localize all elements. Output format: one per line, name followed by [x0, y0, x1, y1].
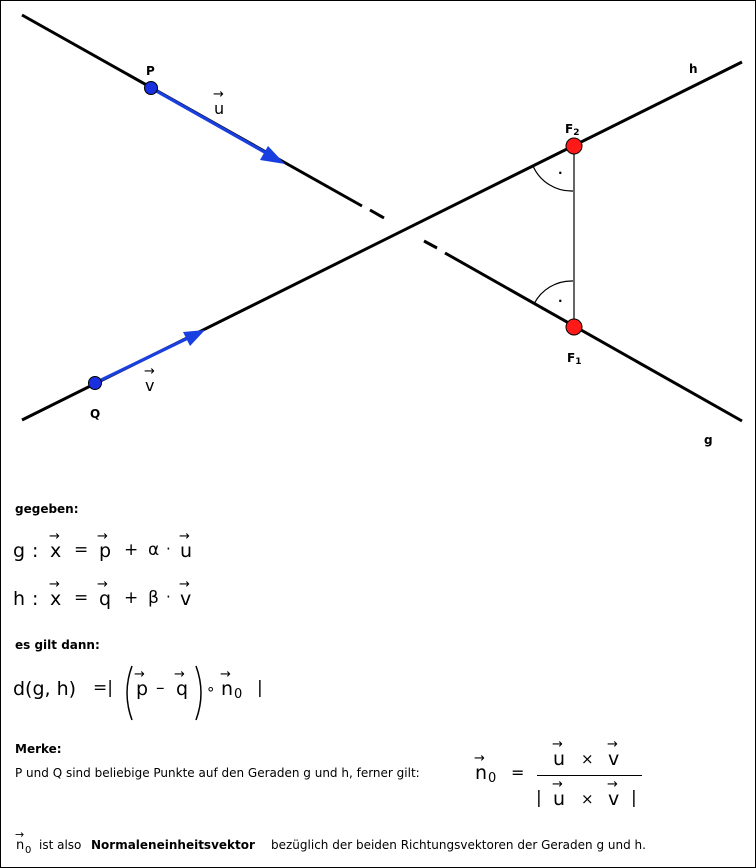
final-n-arrow: → — [15, 828, 25, 841]
final-n: n — [16, 838, 25, 853]
distance-p-arrow: → — [134, 667, 145, 682]
final-n-sub: 0 — [25, 845, 32, 856]
right-angle-dot-top: · — [558, 166, 563, 180]
distance-circ: ∘ — [206, 680, 216, 698]
label-vector-u: u — [214, 99, 225, 118]
note-text: P und Q sind beliebige Punkte auf den Geraden g und h, ferner gilt: — [15, 766, 420, 780]
distance-n-sub: 0 — [234, 687, 243, 702]
eq-g-plus: + — [124, 540, 139, 560]
final-suffix: bezüglich der beiden Richtungsvektoren der Geraden g und h. — [271, 838, 646, 852]
normal-num-cross: × — [581, 750, 594, 768]
label-Q: Q — [90, 407, 101, 421]
equation-g — [13, 529, 213, 566]
distance-paren-right — [193, 664, 207, 722]
distance-minus: – — [156, 678, 165, 698]
eq-h-x-arrow: → — [49, 577, 60, 592]
normal-n-arrow: → — [474, 751, 485, 766]
eq-h-v-arrow: → — [179, 577, 190, 592]
eq-g-dot: · — [166, 540, 171, 558]
label-F2 — [565, 122, 579, 138]
label-F1-base: F — [567, 351, 576, 365]
normal-den-bar-left: | — [536, 788, 542, 808]
eq-g-colon: : — [32, 540, 39, 562]
eq-h-plus: + — [124, 588, 139, 608]
final-bold-term: Normaleneinheitsvektor — [91, 838, 255, 852]
right-angle-dot-bottom: · — [558, 294, 563, 308]
normal-n: n — [475, 762, 488, 784]
normal-den-u-arrow: → — [552, 777, 563, 792]
normal-n-sub: 0 — [488, 771, 497, 786]
given-heading: gegeben: — [15, 502, 79, 516]
right-angle-arc-top — [533, 166, 573, 191]
line-g-hidden-dash-1 — [370, 210, 384, 218]
distance-equals-bar: =| — [93, 678, 113, 698]
label-F1-sub: 1 — [575, 357, 582, 367]
line-g-lower — [445, 253, 742, 421]
normal-equals: = — [511, 763, 525, 782]
eq-g-x-arrow: → — [49, 529, 60, 544]
label-F2-base: F — [565, 122, 574, 136]
label-F1 — [567, 351, 581, 367]
point-F1 — [566, 319, 582, 335]
distance-n-arrow: → — [220, 667, 231, 682]
eq-h-x: x — [50, 588, 62, 610]
distance-n: n — [221, 678, 234, 700]
equation-h — [13, 577, 213, 614]
normal-den-v-arrow: → — [607, 777, 618, 792]
label-line-h: h — [689, 62, 698, 76]
label-vector-u-arrow: → — [213, 87, 224, 102]
normal-num-v-arrow: → — [607, 737, 618, 752]
vector-u-shaft — [151, 88, 268, 154]
point-P — [145, 82, 158, 95]
normal-den-bar-right: | — [631, 788, 637, 808]
eq-g-u: u — [180, 540, 193, 562]
eq-h-name: h — [13, 588, 26, 610]
eq-g-p: p — [99, 540, 112, 562]
eq-g-equals: = — [74, 540, 89, 560]
distance-lhs: d(g, h) — [13, 678, 77, 700]
eq-h-colon: : — [32, 588, 39, 610]
eq-g-name: g — [13, 540, 26, 562]
vector-u-arrowhead — [260, 146, 285, 164]
eq-g-x: x — [50, 540, 62, 562]
eq-g-alpha: α — [148, 540, 160, 560]
label-vector-v-arrow: → — [144, 364, 155, 379]
final-sentence — [15, 828, 735, 858]
label-F2-sub: 2 — [573, 128, 580, 138]
eq-h-q-arrow: → — [97, 577, 108, 592]
distance-formula — [13, 667, 283, 708]
label-line-g: g — [704, 433, 713, 447]
normal-num-u-arrow: → — [552, 737, 563, 752]
eq-h-equals: = — [74, 588, 89, 608]
distance-p: p — [136, 678, 149, 700]
right-angle-arc-bottom — [534, 281, 573, 304]
eq-g-u-arrow: → — [179, 529, 190, 544]
final-prefix: ist also — [39, 838, 82, 852]
distance-q-arrow: → — [174, 667, 185, 682]
distance-paren-left — [121, 664, 135, 722]
point-Q — [89, 377, 102, 390]
point-F2 — [566, 138, 582, 154]
vector-v-shaft — [95, 338, 188, 383]
eq-h-beta: β — [148, 588, 159, 608]
normal-den-cross: × — [581, 790, 594, 808]
normal-den-u: u — [553, 788, 566, 810]
normal-den-v: v — [608, 788, 620, 810]
normal-num-u: u — [553, 748, 566, 770]
vector-v-arrowhead — [183, 330, 205, 346]
label-vector-v: v — [145, 376, 155, 395]
normal-num-v: v — [608, 748, 620, 770]
eq-g-p-arrow: → — [97, 529, 108, 544]
line-g-hidden-dash-2 — [424, 241, 437, 248]
eq-h-v: v — [180, 588, 192, 610]
eq-h-dot: · — [166, 588, 171, 606]
note-heading: Merke: — [15, 742, 62, 756]
then-heading: es gilt dann: — [15, 638, 100, 652]
distance-q: q — [176, 678, 189, 700]
normal-vector-formula — [473, 737, 653, 822]
normal-fraction-line — [537, 775, 642, 776]
distance-bar-right: | — [257, 678, 263, 698]
label-P: P — [146, 64, 155, 78]
eq-h-q: q — [99, 588, 112, 610]
